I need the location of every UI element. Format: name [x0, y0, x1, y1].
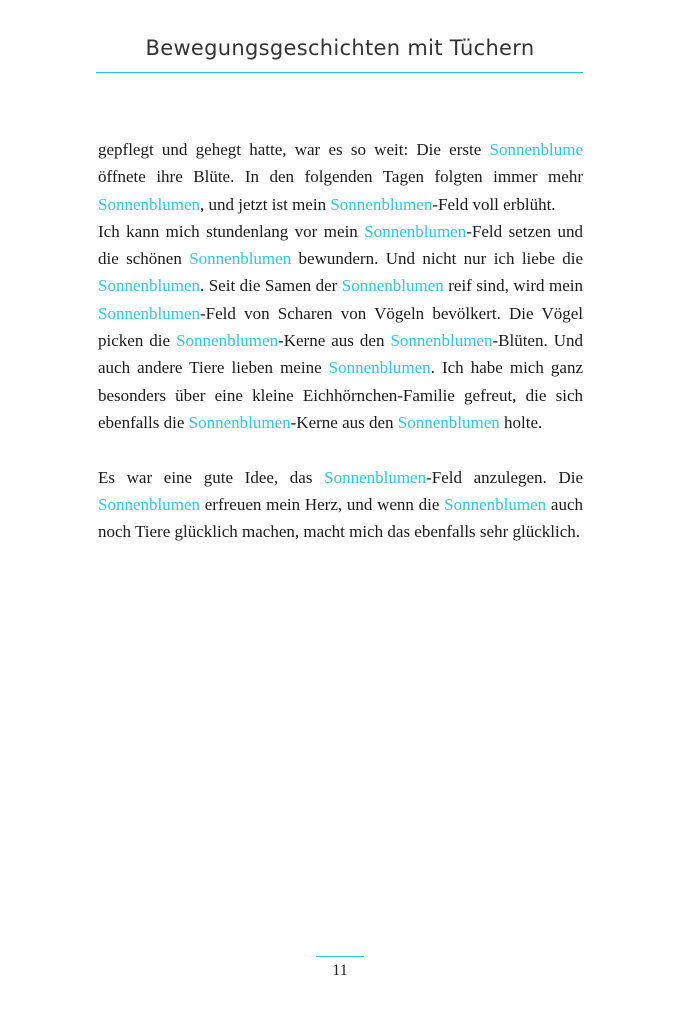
text-segment: gepflegt und gehegt hatte, war es so weit: Die erste [98, 140, 490, 159]
text-segment: auch noch Tiere glücklich machen, macht mich das ebenfalls sehr glücklich. [98, 494, 584, 542]
paragraph [98, 136, 583, 218]
header-divider [96, 72, 583, 73]
highlighted-word: Sonnenblumen [188, 412, 291, 432]
highlighted-word: Sonnenblumen [98, 303, 200, 323]
text-segment: -Feld anzulegen. Die [426, 467, 583, 487]
highlighted-word: Sonnenblumen [364, 221, 467, 241]
highlighted-word: Sonnenblumen [330, 194, 433, 214]
text-segment: . Seit die Samen der [200, 276, 342, 296]
text-segment: -Feld voll erblüht. [432, 194, 556, 214]
highlighted-word: Sonnenblumen [341, 276, 444, 296]
text-segment: holte. [499, 412, 543, 432]
page-number: 11 [332, 962, 348, 979]
running-header-title: Bewegungsgeschichten mit Tüchern [145, 36, 535, 60]
footer-divider [316, 956, 364, 957]
highlighted-word: Sonnenblumen [397, 412, 500, 432]
highlighted-word: Sonnenblumen [98, 194, 200, 214]
text-segment: -Feld setzen und die schönen [98, 221, 583, 269]
text-segment: Ich kann mich stundenlang vor mein [98, 221, 365, 241]
text-segment: erfreuen mein Herz, und wenn die [200, 494, 445, 514]
highlighted-word: Sonnenblumen [98, 276, 200, 296]
paragraph-gap [98, 436, 583, 463]
story-text [98, 136, 583, 545]
text-segment: öffnete ihre Blüte. In den folgenden Tagen folgten immer mehr [98, 167, 583, 187]
text-segment: -Kerne aus den [290, 412, 398, 432]
highlighted-word: Sonnenblumen [390, 331, 493, 351]
text-segment: -Blüten. Und auch andere Tiere lieben meine [98, 331, 583, 378]
text-segment: reif sind, wird mein [443, 276, 583, 296]
text-segment: -Feld von Scharen von Vögeln bevölkert. Die Vögel picken die [98, 303, 583, 351]
highlighted-word: Sonnenblumen [98, 494, 200, 514]
highlighted-word: Sonnenblume [489, 140, 583, 159]
highlighted-word: Sonnenblumen [444, 494, 547, 514]
highlighted-word: Sonnenblumen [176, 331, 279, 351]
highlighted-word: Sonnenblumen [328, 358, 431, 378]
text-segment: . Ich habe mich ganz besonders über eine kleine Eichhörnchen-Familie gefreut, die sich ebenfalls die [98, 358, 583, 432]
paragraph [98, 464, 583, 546]
highlighted-word: Sonnenblumen [324, 467, 427, 487]
text-segment: -Kerne aus den [278, 331, 391, 351]
text-segment: , und jetzt ist mein [200, 194, 331, 214]
text-segment: bewundern. Und nicht nur ich liebe die [291, 249, 583, 269]
paragraph [98, 218, 583, 436]
highlighted-word: Sonnenblumen [189, 249, 292, 269]
text-segment: Es war eine gute Idee, das [98, 467, 325, 487]
